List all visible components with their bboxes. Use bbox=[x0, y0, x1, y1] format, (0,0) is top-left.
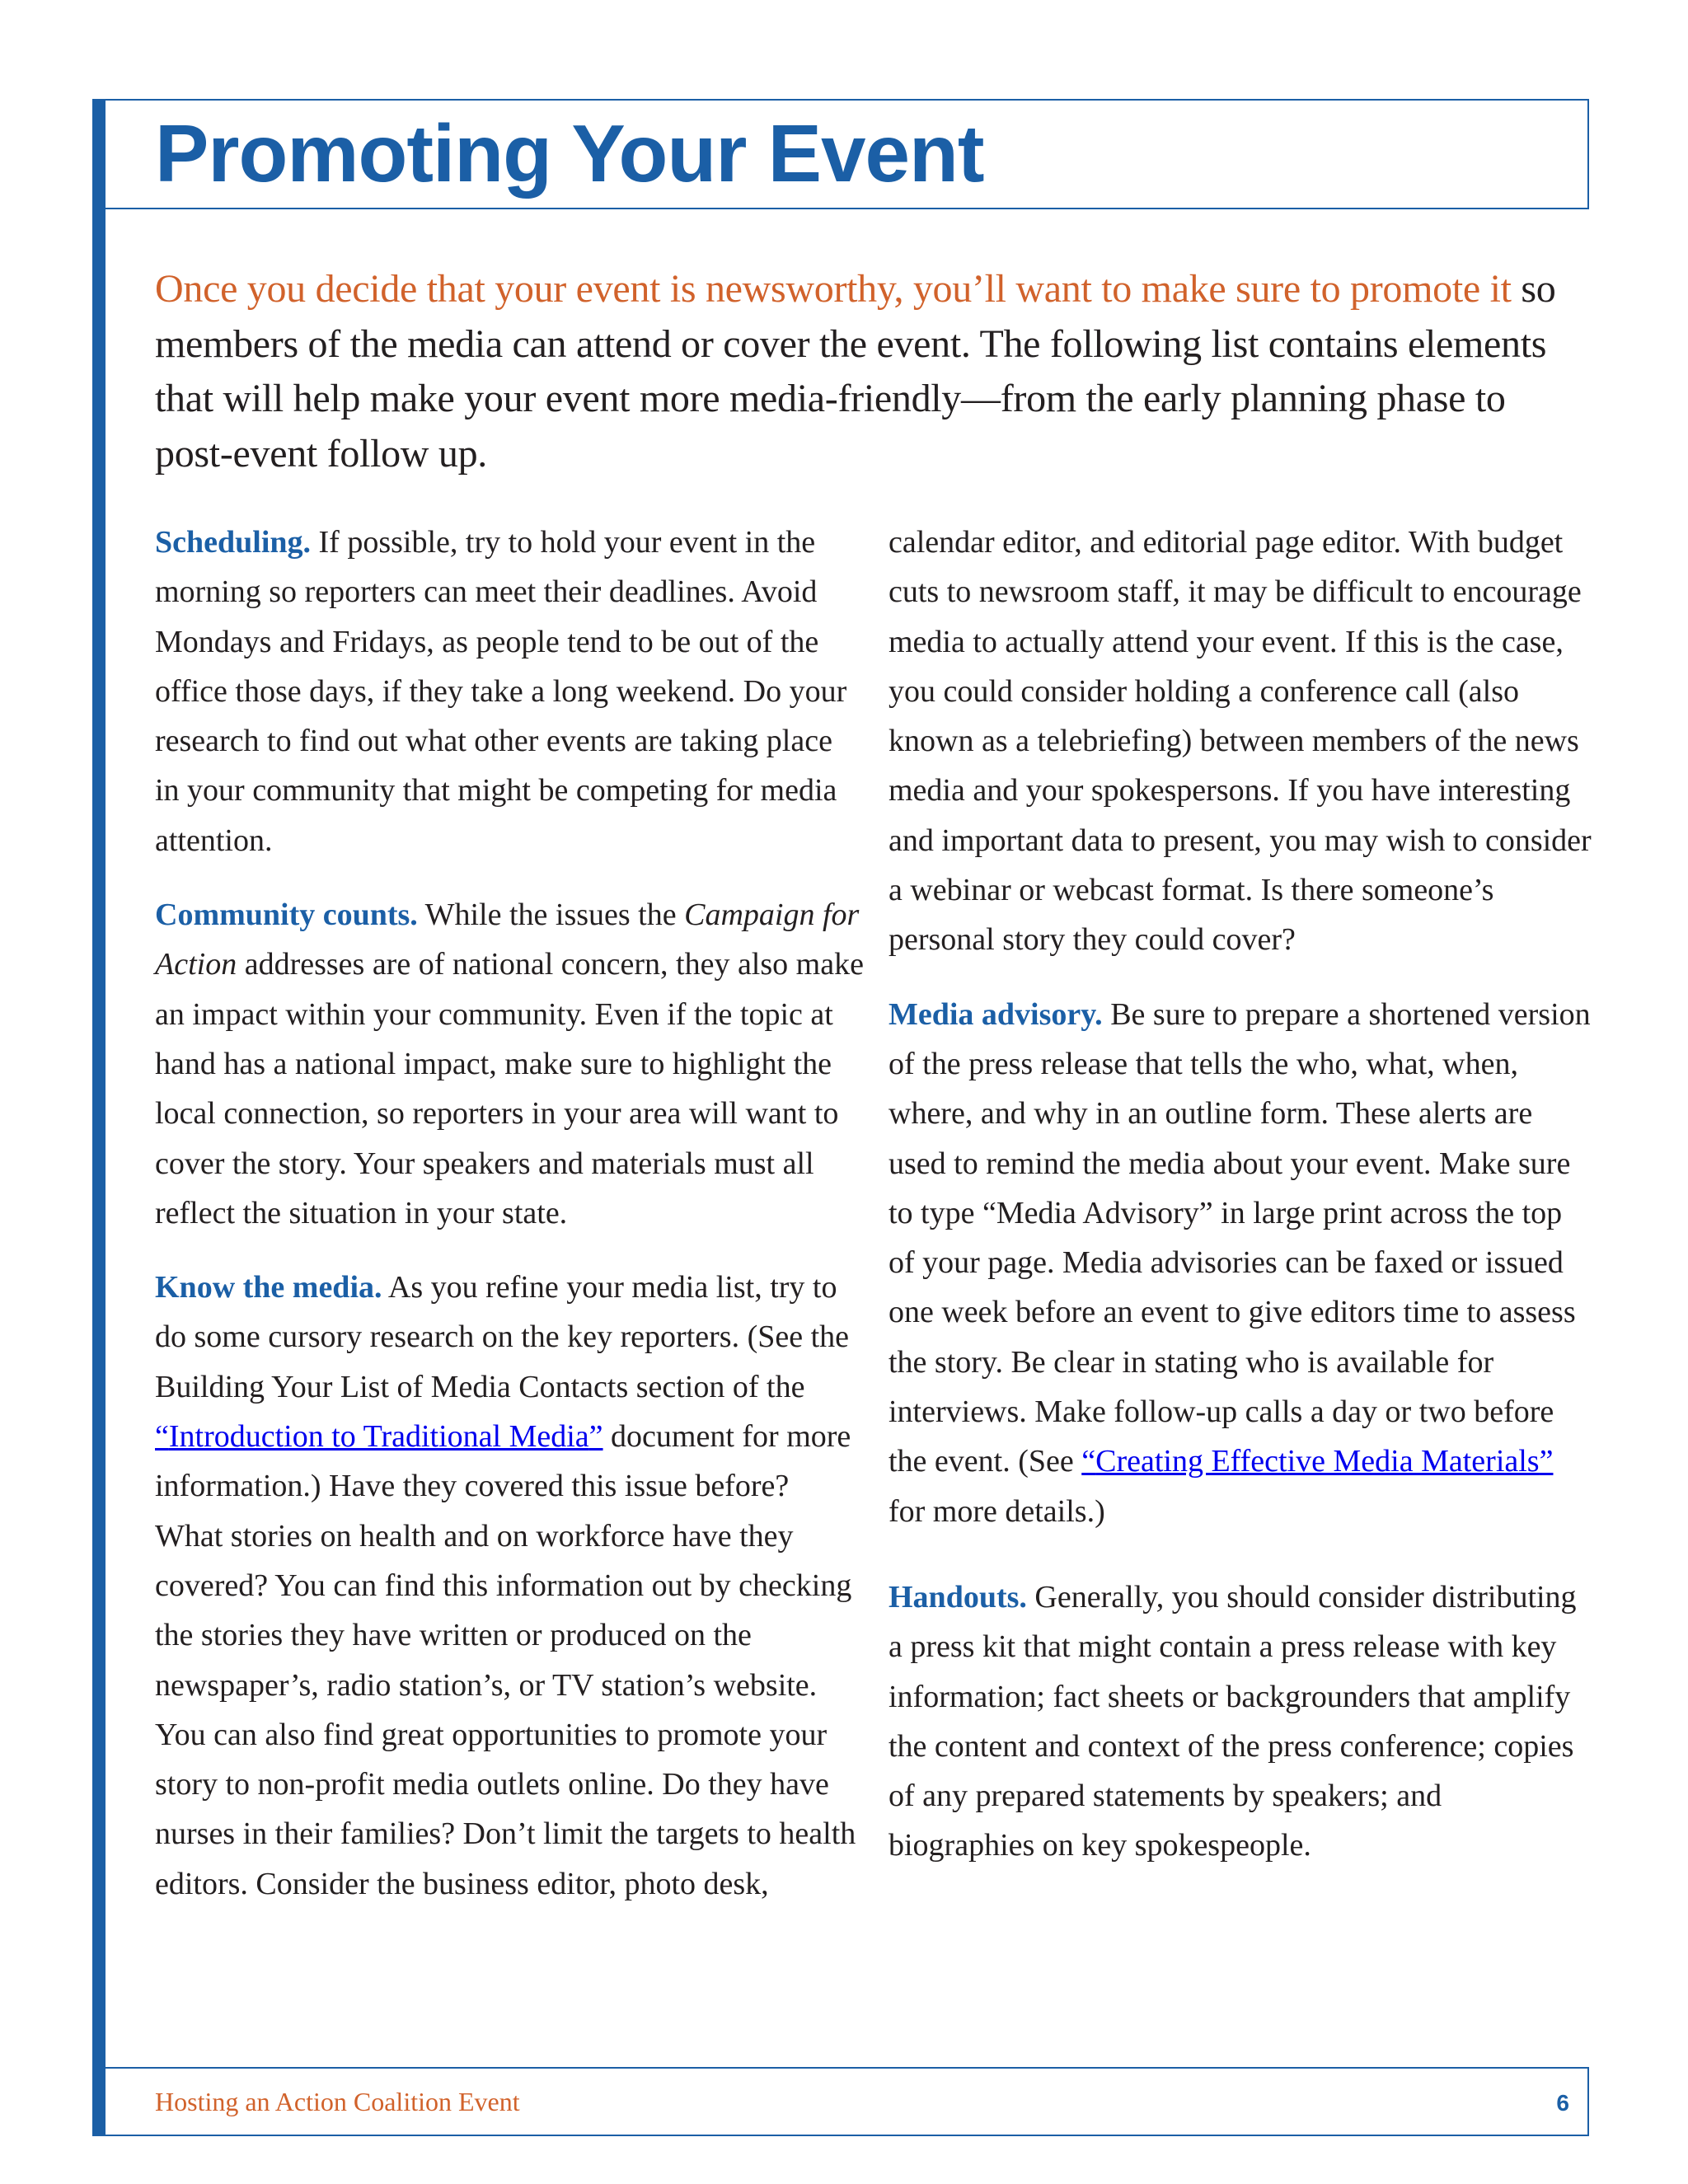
community-heading: Community counts. bbox=[155, 898, 418, 933]
media-advisory-heading: Media advisory. bbox=[889, 996, 1103, 1032]
section-know-the-media bbox=[155, 1263, 864, 1909]
page-title: Promoting Your Event bbox=[155, 108, 984, 199]
intro-paragraph bbox=[155, 262, 1589, 481]
right-column bbox=[889, 518, 1592, 1871]
footer-document-title: Hosting an Action Coalition Event bbox=[155, 2087, 520, 2116]
section-scheduling bbox=[155, 518, 864, 865]
accent-bar bbox=[92, 99, 106, 2136]
scheduling-heading: Scheduling. bbox=[155, 525, 312, 560]
know-media-heading: Know the media. bbox=[155, 1270, 382, 1305]
media-advisory-body-1: Be sure to prepare a shortened version of the press release that tells the who, what, when, where, and why in an outline form. These alerts are used to remind the media about your event. Make sure to type “Media Advisory” in large print across the top of your page. Media advisories can be faxed or issued one week before an event to give editors time to assess the story. Be clear in stating who is available for interviews. Make follow-up calls a day or two before the event. (See bbox=[889, 996, 1591, 1479]
media-advisory-body-2: for more details.) bbox=[889, 1493, 1105, 1529]
intro-lead: Once you decide that your event is newsworthy, you’ll want to make sure to promote it bbox=[155, 267, 1512, 311]
community-body-2: addresses are of national concern, they also make an impact within your community. Even if the topic at hand has a national impact, make sure to highlight the local connection, so reporters in your area will want to cover the story. Your speakers and materials must all reflect the situation in your state. bbox=[155, 947, 864, 1230]
know-media-body-2: document for more information.) Have they covered this issue before? What stories on health and on workforce have they covered? You can find this information out by checking the stories they have written or produced on the newspaper’s, radio station’s, or TV station’s website. You can also find great opportunities to promote your story to non-profit media outlets online. Do they have nurses in their families? Don’t limit the targets to health editors. Consider the business editor, photo desk, bbox=[155, 1419, 856, 1901]
handouts-heading: Handouts. bbox=[889, 1579, 1027, 1615]
open-quote: “ bbox=[155, 1419, 169, 1455]
section-media-advisory bbox=[889, 990, 1592, 1536]
section-community-counts bbox=[155, 890, 864, 1238]
community-italic: Campaign for Action bbox=[155, 898, 860, 982]
close-quote: ” bbox=[588, 1419, 603, 1455]
scheduling-body: If possible, try to hold your event in the morning so reporters can meet their deadlines. Avoid Mondays and Fridays, as people tend to be out of the office those days, if they take a long weekend. Do your research to find out what other events are taking place in your community that might be competing for media attention. bbox=[155, 525, 847, 858]
introduction-to-traditional-media-link[interactable]: Introduction to Traditional Media bbox=[168, 1419, 589, 1455]
handouts-body: Generally, you should consider distributing a press kit that might contain a press release with key information; fact sheets or backgrounders that amplify the content and context of the press conference; copies of any prepared statements by speakers; and biographies on key spokespeople. bbox=[889, 1579, 1577, 1863]
close-quote: ” bbox=[1539, 1444, 1554, 1479]
intro-body: so members of the media can attend or cover the event. The following list contains elements that will help make your event more media-friendly—from the early planning phase to post-event follow up. bbox=[155, 267, 1556, 476]
open-quote: “ bbox=[1081, 1444, 1096, 1479]
left-column bbox=[155, 518, 864, 1909]
know-media-body-1: As you refine your media list, try to do some cursory research on the key reporters. (See the Building Your List of Media Contacts section of the bbox=[155, 1270, 850, 1404]
section-handouts bbox=[889, 1572, 1592, 1871]
page-number: 6 bbox=[1556, 2090, 1569, 2116]
creating-effective-media-materials-link[interactable]: Creating Effective Media Materials bbox=[1095, 1444, 1540, 1479]
know-media-continued: calendar editor, and editorial page editor. With budget cuts to newsroom staff, it may be difficult to encourage media to actually attend your event. If this is the case, you could consider holding a conference call (also known as a telebriefing) between members of the news media and your spokespersons. If you have interesting and important data to present, you may wish to consider a webinar or webcast format. Is there someone’s personal story they could cover? bbox=[889, 525, 1592, 958]
community-body-1: While the issues the bbox=[417, 898, 685, 933]
